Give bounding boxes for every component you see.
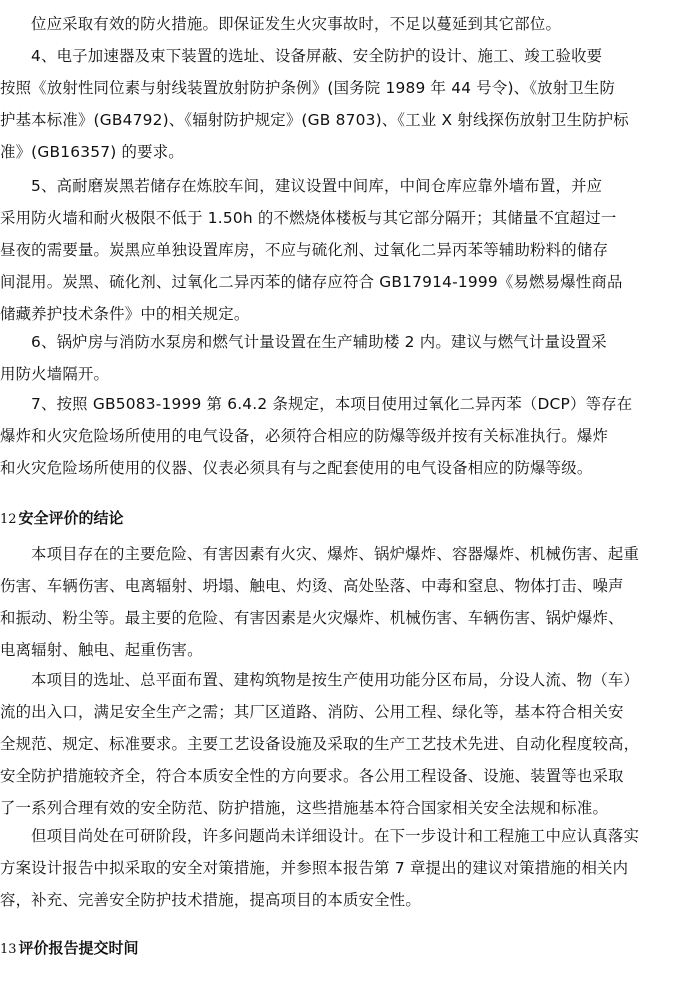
text-line: 安全防护措施较齐全，符合本质安全性的方向要求。各公用工程设备、设施、装置等也采取 xyxy=(0,767,624,785)
section-heading-12 xyxy=(0,506,124,532)
text-line: 7、按照 GB5083-1999 第 6.4.2 条规定，本项目使用过氧化二异丙苯（DCP）等存在 xyxy=(31,395,633,413)
text-line: 和振动、粉尘等。最主要的危险、有害因素是火灾爆炸、机械伤害、车辆伤害、锅炉爆炸、 xyxy=(0,609,624,627)
text-line: 电离辐射、触电、起重伤害。 xyxy=(0,641,203,659)
paragraph-item-7 xyxy=(0,388,678,484)
text-line: 流的出入口，满足安全生产之需；其厂区道路、消防、公用工程、绿化等，基本符合相关安 xyxy=(0,703,624,721)
text-line: 伤害、车辆伤害、电离辐射、坍塌、触电、灼烫、高处坠落、中毒和窒息、物体打击、噪声 xyxy=(0,577,624,595)
text-line: 准》(GB16357) 的要求。 xyxy=(0,143,184,161)
text-line: 位应采取有效的防火措施。即保证发生火灾事故时，不足以蔓延到其它部位。 xyxy=(31,15,562,33)
text-line: 方案设计报告中拟采取的安全对策措施，并参照本报告第 7 章提出的建议对策措施的相关内 xyxy=(0,859,629,877)
text-line: 5、高耐磨炭黑若储存在炼胶车间，建议设置中间库，中间仓库应靠外墙布置，并应 xyxy=(31,177,603,195)
section-title: 安全评价的结论 xyxy=(18,509,124,527)
section-heading-13 xyxy=(0,936,139,962)
text-line: 爆炸和火灾危险场所使用的电气设备，必须符合相应的防爆等级并按有关标准执行。爆炸 xyxy=(0,427,609,445)
section-number: 13 xyxy=(0,942,17,957)
text-line: 但项目尚处在可研阶段，许多问题尚未详细设计。在下一步设计和工程施工中应认真落实 xyxy=(31,827,640,845)
text-line: 用防火墙隔开。 xyxy=(0,365,110,383)
section-number: 12 xyxy=(0,512,17,527)
text-line: 储藏养护技术条件》中的相关规定。 xyxy=(0,305,250,323)
text-line: 容，补充、完善安全防护技术措施，提高项目的本质安全性。 xyxy=(0,891,421,909)
paragraph-next-steps xyxy=(0,820,678,916)
text-line: 和火灾危险场所使用的仪器、仪表必须具有与之配套使用的电气设备相应的防爆等级。 xyxy=(0,459,593,477)
text-line: 间混用。炭黑、硫化剂、过氧化二异丙苯的储存应符合 GB17914-1999《易燃易爆性商品 xyxy=(0,273,623,291)
paragraph-fire-measures-continued xyxy=(0,8,678,40)
paragraph-hazards xyxy=(0,538,678,666)
text-line: 全规范、规定、标准要求。主要工艺设备设施及采取的生产工艺技术先进、自动化程度较高， xyxy=(0,735,640,753)
text-line: 昼夜的需要量。炭黑应单独设置库房，不应与硫化剂、过氧化二异丙苯等辅助粉料的储存 xyxy=(0,241,609,259)
text-line: 采用防火墙和耐火极限不低于 1.50h 的不燃烧体楼板与其它部分隔开；其储量不宜超过一 xyxy=(0,209,617,227)
paragraph-layout-compliance xyxy=(0,664,678,824)
section-title: 评价报告提交时间 xyxy=(18,939,139,957)
text-line: 6、锅炉房与消防水泵房和燃气计量设置在生产辅助楼 2 内。建议与燃气计量设置采 xyxy=(31,333,607,351)
text-line: 本项目存在的主要危险、有害因素有火灾、爆炸、锅炉爆炸、容器爆炸、机械伤害、起重 xyxy=(31,545,640,563)
paragraph-item-5 xyxy=(0,170,678,330)
paragraph-item-4 xyxy=(0,40,678,168)
text-line: 了一系列合理有效的安全防范、防护措施，这些措施基本符合国家相关安全法规和标准。 xyxy=(0,799,609,817)
text-line: 护基本标准》(GB4792)、《辐射防护规定》(GB 8703)、《工业 X 射线探伤放射卫生防护标 xyxy=(0,111,629,129)
text-line: 本项目的选址、总平面布置、建构筑物是按生产使用功能分区布局，分设人流、物（车） xyxy=(31,671,640,689)
paragraph-item-6 xyxy=(0,326,678,390)
text-line: 按照《放射性同位素与射线装置放射防护条例》(国务院 1989 年 44 号令)、《放射卫生防 xyxy=(0,79,616,97)
text-line: 4、电子加速器及束下装置的选址、设备屏蔽、安全防护的设计、施工、竣工验收要 xyxy=(31,47,603,65)
